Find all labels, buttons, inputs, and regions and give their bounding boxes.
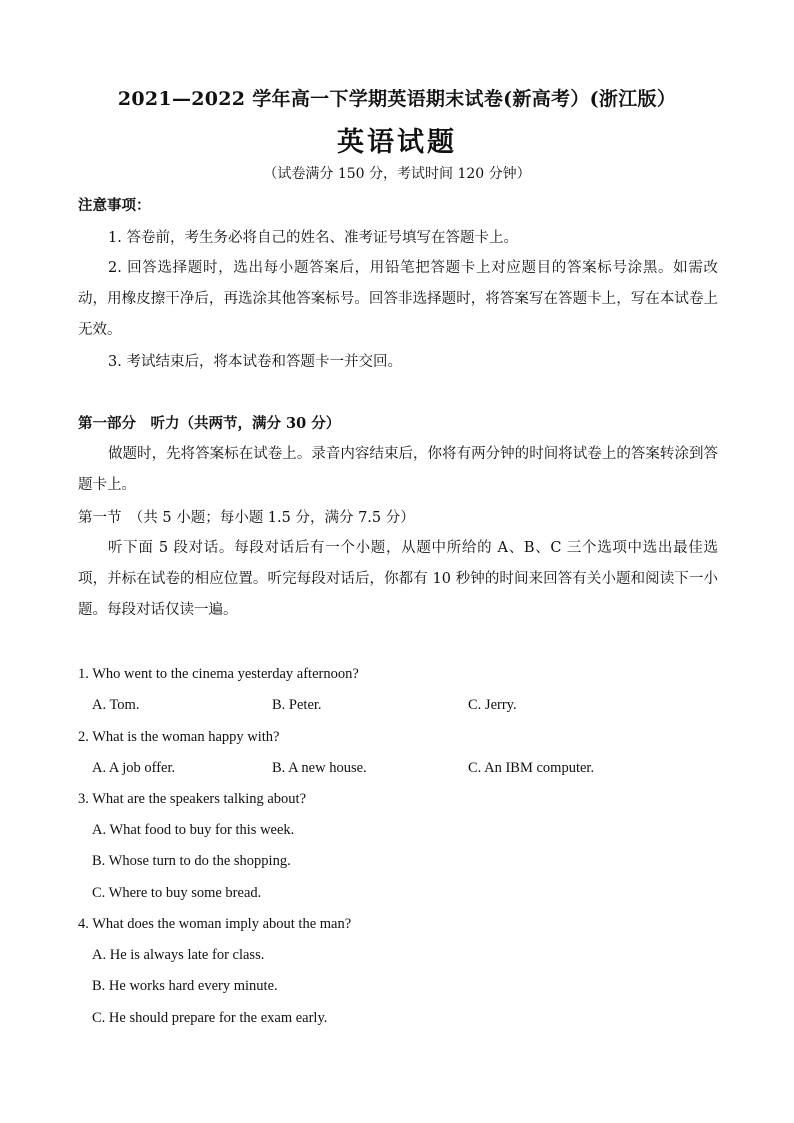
exam-title: 2021—2022 学年高一下学期英语期末试卷(新高考）(浙江版） xyxy=(117,88,677,110)
exam-meta: （试卷满分 150 分，考试时间 120 分钟） xyxy=(263,166,531,182)
question-4-stem: 4. What does the woman imply about the man? xyxy=(78,916,352,932)
exam-subtitle: 英语试题 xyxy=(337,127,457,158)
section1-heading: 第一节 （共 5 小题；每小题 1.5 分，满分 7.5 分） xyxy=(78,510,415,526)
question-2-option-c: C. An IBM computer. xyxy=(468,760,595,776)
notes-item-1: 1. 答卷前，考生务必将自己的姓名、准考证号填写在答题卡上。 xyxy=(108,230,518,246)
question-4-option-c: C. He should prepare for the exam early. xyxy=(92,1010,328,1026)
notes-item-3: 3. 考试结束后，将本试卷和答题卡一并交回。 xyxy=(108,354,402,370)
question-2-stem: 2. What is the woman happy with? xyxy=(78,729,280,745)
question-3-stem: 3. What are the speakers talking about? xyxy=(78,791,307,807)
notes-item-2: 2. 回答选择题时，选出每小题答案后，用铅笔把答题卡上对应题目的答案标号涂黑。如需改动，用橡皮擦干净后，再选涂其他答案标号。回答非选择题时，将答案写在答题卡上，写在本试卷上无效。 xyxy=(78,260,718,338)
section1-intro: 听下面 5 段对话。每段对话后有一个小题，从题中所给的 A、B、C 三个选项中选出最佳选项，并标在试卷的相应位置。听完每段对话后，你都有 10 秒钟的时间来回答有关小题和阅读下一小题。每段对话仅读一遍。 xyxy=(78,540,718,618)
question-3-option-c: C. Where to buy some bread. xyxy=(92,885,262,901)
question-1-option-c: C. Jerry. xyxy=(468,697,517,713)
question-4-option-b: B. He works hard every minute. xyxy=(92,978,278,994)
question-3-option-b: B. Whose turn to do the shopping. xyxy=(92,853,291,869)
question-4-option-a: A. He is always late for class. xyxy=(92,947,265,963)
question-1-option-a: A. Tom. xyxy=(92,697,140,713)
question-2-option-a: A. A job offer. xyxy=(92,760,176,776)
question-2-option-b: B. A new house. xyxy=(272,760,367,776)
part1-heading: 第一部分 听力（共两节，满分 30 分） xyxy=(78,415,341,432)
question-3-option-a: A. What food to buy for this week. xyxy=(92,822,295,838)
question-1-stem: 1. Who went to the cinema yesterday afternoon? xyxy=(78,666,359,682)
notes-heading: 注意事项： xyxy=(78,197,151,214)
part1-intro: 做题时，先将答案标在试卷上。录音内容结束后，你将有两分钟的时间将试卷上的答案转涂到答题卡上。 xyxy=(78,446,718,493)
question-1-option-b: B. Peter. xyxy=(272,697,322,713)
